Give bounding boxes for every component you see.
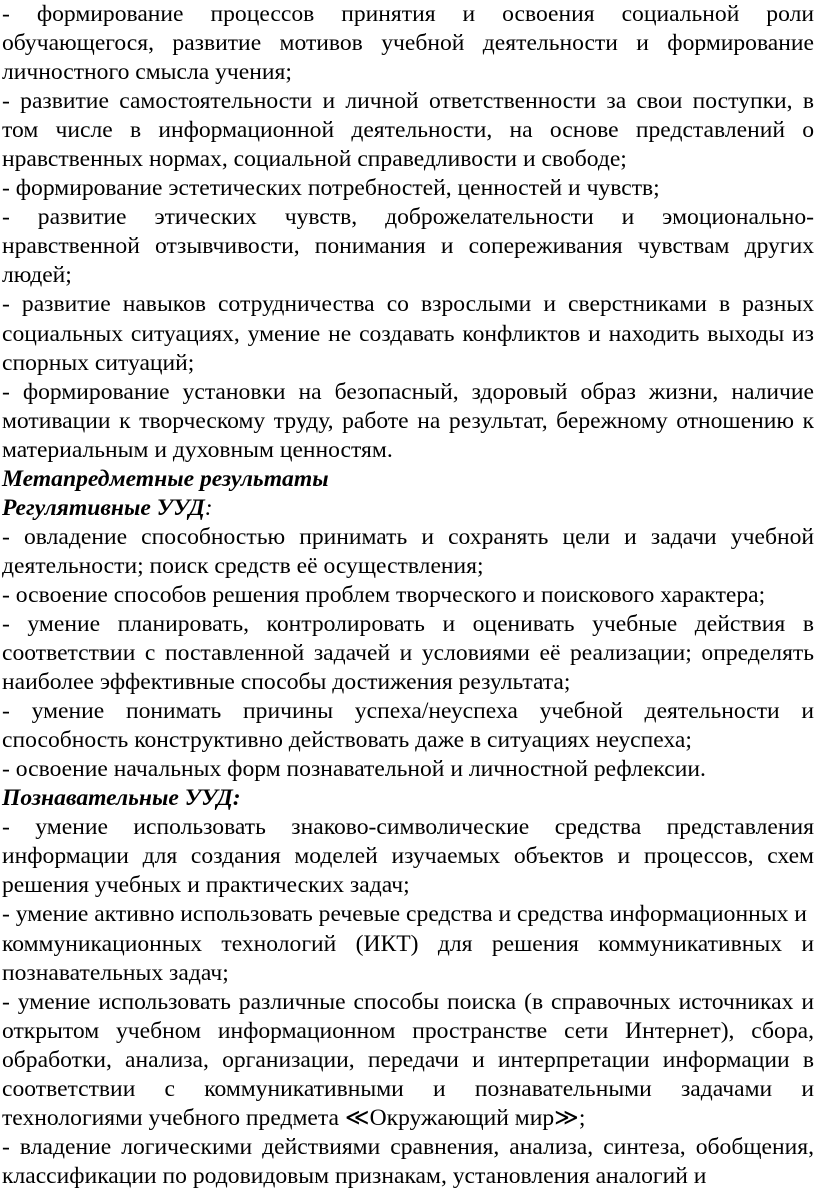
paragraph: - умение планировать, контролировать и оценивать учебные действия в соответствии с поставленной задачей и условиями её реализации; определять наиболее эффективные способы достижения результата;	[2, 610, 814, 696]
paragraph: - освоение начальных форм познавательной и личностной рефлексии.	[2, 756, 706, 783]
paragraph: - умение использовать различные способы поиска (в справочных источниках и открытом учебном информационном пространстве сети Интернет), сбора, обработки, анализа, организации, передачи и интерпретации информации в соответствии с коммуникативными и познавательными задачами и технологиями учебного предмета ≪Окружающий мир≫;	[2, 988, 814, 1131]
paragraph: - овладение способностью принимать и сохранять цели и задачи учебной деятельности; поиск средств её осуществления;	[2, 523, 814, 579]
paragraph: - умение активно использовать речевые средства и средства информационных и	[2, 901, 807, 928]
paragraph: - формирование процессов принятия и освоения социальной роли обучающегося, развитие мотивов учебной деятельности и формирование личностного смысла учения;	[2, 1, 814, 86]
paragraph: - развитие этических чувств, доброжелательности и эмоционально-нравственной отзывчивости, понимания и сопереживания чувствам других людей;	[2, 204, 814, 289]
paragraph: - развитие самостоятельности и личной ответственности за свои поступки, в том числе в информационной деятельности, на основе представлений о нравственных нормах, социальной справедливости и свободе;	[2, 88, 814, 173]
paragraph: - развитие навыков сотрудничества со взрослыми и сверстниками в разных социальных ситуациях, умение не создавать конфликтов и находить выходы из спорных ситуаций;	[2, 291, 814, 376]
paragraph: коммуникационных технологий (ИКТ) для решения коммуникативных и познавательных задач;	[2, 930, 814, 986]
paragraph: - формирование эстетических потребностей, ценностей и чувств;	[2, 175, 660, 202]
paragraph: - формирование установки на безопасный, здоровый образ жизни, наличие мотивации к творческому труду, работе на результат, бережному отношению к материальным и духовным ценностям.	[2, 378, 814, 463]
heading-regulative-colon: :	[204, 494, 213, 521]
paragraph: - освоение способов решения проблем творческого и поискового характера;	[2, 581, 766, 608]
paragraph: - умение понимать причины успеха/неуспеха учебной деятельности и способность конструктивно действовать даже в ситуациях неуспеха;	[2, 698, 814, 754]
heading-regulative-text: Регулятивные УУД	[2, 494, 205, 521]
heading-cognitive-uud: Познавательные УУД:	[2, 785, 241, 812]
paragraph: - умение использовать знаково-символические средства представления информации для создания моделей изучаемых объектов и процессов, схем решения учебных и практических задач;	[2, 814, 814, 899]
paragraph: - владение логическими действиями сравнения, анализа, синтеза, обобщения, классификации по родовидовым признакам, установления аналогий и	[2, 1133, 814, 1189]
heading-metasubject-results: Метапредметные результаты	[2, 465, 329, 492]
heading-regulative-uud	[2, 494, 814, 523]
